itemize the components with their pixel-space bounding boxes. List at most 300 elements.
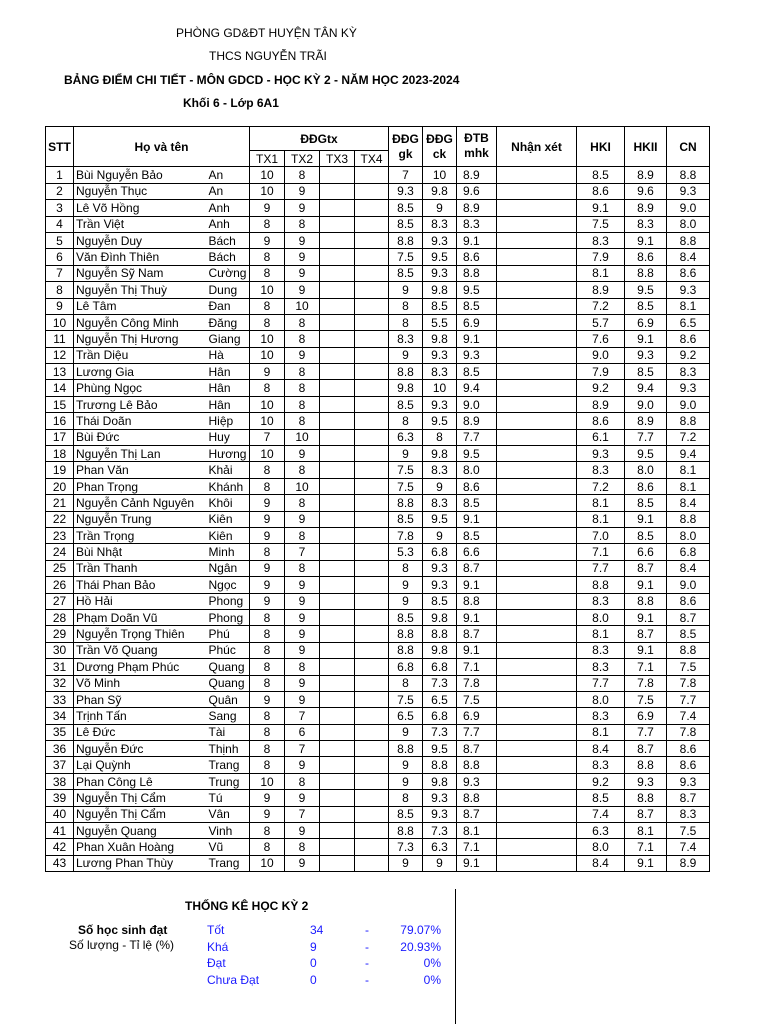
cell-tx1: 9 — [250, 364, 285, 380]
cell-last-middle-name: Bùi Nhật — [74, 544, 207, 560]
statistics-panel — [45, 889, 456, 1024]
table-row — [46, 380, 710, 396]
cell-ddg-gk: 8 — [389, 298, 423, 314]
cell-dtb-mhk: 9.1 — [457, 331, 497, 347]
header-ddg-gk-line2: gk — [398, 146, 413, 161]
table-row — [46, 724, 710, 740]
stats-count: 34 — [310, 923, 324, 937]
cell-tx3 — [320, 855, 355, 871]
header-ddg-ck — [423, 127, 457, 167]
cell-cn: 8.8 — [667, 232, 710, 248]
cell-ddg-gk: 8 — [389, 413, 423, 429]
cell-tx4 — [355, 462, 389, 478]
cell-tx2: 9 — [285, 823, 320, 839]
cell-cn: 8.0 — [667, 527, 710, 543]
cell-tx2: 7 — [285, 544, 320, 560]
cell-hki: 8.1 — [577, 511, 625, 527]
cell-tx2: 9 — [285, 282, 320, 298]
cell-stt: 29 — [46, 626, 74, 642]
cell-hki: 5.7 — [577, 314, 625, 330]
cell-ddg-ck: 6.8 — [423, 708, 457, 724]
grades-table — [45, 126, 710, 872]
cell-tx3 — [320, 806, 355, 822]
cell-tx2: 9 — [285, 675, 320, 691]
cell-hkii: 8.9 — [625, 413, 667, 429]
cell-first-name: Trang — [207, 855, 250, 871]
class-subtitle-text: Khối 6 - Lớp 6A1 — [183, 96, 279, 110]
cell-dtb-mhk: 9.6 — [457, 183, 497, 199]
cell-tx1: 8 — [250, 757, 285, 773]
cell-first-name: Ngọc — [207, 577, 250, 593]
cell-stt: 38 — [46, 773, 74, 789]
cell-hkii: 7.1 — [625, 839, 667, 855]
table-row — [46, 823, 710, 839]
cell-last-middle-name: Trần Thanh — [74, 560, 207, 576]
cell-tx4 — [355, 331, 389, 347]
cell-stt: 42 — [46, 839, 74, 855]
cell-stt: 41 — [46, 823, 74, 839]
cell-stt: 1 — [46, 167, 74, 183]
cell-ddg-ck: 8.5 — [423, 593, 457, 609]
header-ddgtx: ĐĐGtx — [250, 127, 389, 151]
cell-tx4 — [355, 396, 389, 412]
stats-count: 0 — [310, 956, 317, 970]
header-name: Họ và tên — [74, 127, 250, 167]
cell-first-name: Tú — [207, 790, 250, 806]
header-tx4: TX4 — [355, 151, 389, 167]
cell-tx2: 9 — [285, 757, 320, 773]
cell-tx3 — [320, 216, 355, 232]
cell-ddg-ck: 9.8 — [423, 773, 457, 789]
cell-last-middle-name: Lê Tâm — [74, 298, 207, 314]
table-row — [46, 347, 710, 363]
cell-cn: 8.6 — [667, 741, 710, 757]
table-row — [46, 413, 710, 429]
cell-ddg-gk: 9 — [389, 282, 423, 298]
cell-hki: 7.1 — [577, 544, 625, 560]
cell-dtb-mhk: 6.9 — [457, 314, 497, 330]
cell-tx1: 10 — [250, 396, 285, 412]
cell-stt: 17 — [46, 429, 74, 445]
cell-hki: 8.1 — [577, 724, 625, 740]
cell-cn: 8.6 — [667, 265, 710, 281]
cell-last-middle-name: Bùi Đức — [74, 429, 207, 445]
cell-hkii: 8.7 — [625, 560, 667, 576]
cell-tx1: 8 — [250, 642, 285, 658]
cell-hki: 8.0 — [577, 691, 625, 707]
table-row — [46, 265, 710, 281]
cell-tx4 — [355, 691, 389, 707]
cell-tx4 — [355, 495, 389, 511]
cell-tx2: 9 — [285, 511, 320, 527]
cell-ddg-gk: 7.5 — [389, 691, 423, 707]
cell-hkii: 9.1 — [625, 642, 667, 658]
cell-ddg-ck: 8.8 — [423, 757, 457, 773]
cell-tx4 — [355, 347, 389, 363]
cell-nhan-xet — [497, 757, 577, 773]
cell-last-middle-name: Phan Trọng — [74, 478, 207, 494]
cell-tx3 — [320, 298, 355, 314]
cell-tx1: 8 — [250, 265, 285, 281]
cell-hki: 8.5 — [577, 790, 625, 806]
cell-nhan-xet — [497, 347, 577, 363]
cell-tx2: 8 — [285, 413, 320, 429]
cell-ddg-gk: 9 — [389, 855, 423, 871]
cell-nhan-xet — [497, 298, 577, 314]
cell-tx2: 8 — [285, 462, 320, 478]
cell-first-name: Ngân — [207, 560, 250, 576]
cell-last-middle-name: Lê Võ Hồng — [74, 200, 207, 216]
cell-tx3 — [320, 757, 355, 773]
cell-last-middle-name: Nguyễn Thị Thuỳ — [74, 282, 207, 298]
header-stt: STT — [46, 127, 74, 167]
cell-ddg-ck: 9.3 — [423, 806, 457, 822]
cell-ddg-gk: 7.5 — [389, 462, 423, 478]
cell-hkii: 9.1 — [625, 855, 667, 871]
cell-tx1: 9 — [250, 232, 285, 248]
cell-tx1: 8 — [250, 314, 285, 330]
cell-ddg-gk: 8 — [389, 314, 423, 330]
cell-cn: 8.1 — [667, 462, 710, 478]
cell-tx4 — [355, 249, 389, 265]
stats-label-count: Số lượng - Tỉ lệ (%) — [69, 938, 175, 952]
cell-hkii: 8.7 — [625, 626, 667, 642]
cell-tx2: 8 — [285, 216, 320, 232]
table-row — [46, 708, 710, 724]
cell-first-name: Hà — [207, 347, 250, 363]
cell-cn: 7.5 — [667, 823, 710, 839]
cell-ddg-ck: 8.3 — [423, 495, 457, 511]
cell-hkii: 7.8 — [625, 675, 667, 691]
cell-last-middle-name: Phan Công Lê — [74, 773, 207, 789]
cell-hkii: 9.0 — [625, 396, 667, 412]
cell-nhan-xet — [497, 413, 577, 429]
cell-hkii: 8.9 — [625, 167, 667, 183]
stats-category-label: Khá — [207, 939, 229, 954]
cell-tx3 — [320, 232, 355, 248]
cell-nhan-xet — [497, 446, 577, 462]
cell-tx2: 10 — [285, 298, 320, 314]
cell-tx3 — [320, 462, 355, 478]
table-row — [46, 429, 710, 445]
cell-first-name: Vinh — [207, 823, 250, 839]
cell-nhan-xet — [497, 577, 577, 593]
cell-ddg-gk: 7.3 — [389, 839, 423, 855]
cell-last-middle-name: Nguyễn Sỹ Nam — [74, 265, 207, 281]
cell-dtb-mhk: 9.5 — [457, 446, 497, 462]
cell-tx1: 10 — [250, 347, 285, 363]
table-row — [46, 249, 710, 265]
table-row — [46, 462, 710, 478]
cell-hkii: 9.5 — [625, 446, 667, 462]
table-row — [46, 511, 710, 527]
cell-tx2: 8 — [285, 773, 320, 789]
cell-tx4 — [355, 855, 389, 871]
cell-nhan-xet — [497, 773, 577, 789]
cell-tx3 — [320, 790, 355, 806]
cell-ddg-gk: 7 — [389, 167, 423, 183]
cell-dtb-mhk: 6.9 — [457, 708, 497, 724]
cell-ddg-ck: 8.3 — [423, 216, 457, 232]
cell-first-name: Phong — [207, 609, 250, 625]
cell-tx4 — [355, 511, 389, 527]
cell-tx4 — [355, 413, 389, 429]
cell-hkii: 7.7 — [625, 724, 667, 740]
cell-ddg-gk: 9.3 — [389, 183, 423, 199]
cell-hki: 9.3 — [577, 446, 625, 462]
cell-last-middle-name: Nguyễn Công Minh — [74, 314, 207, 330]
cell-cn: 7.7 — [667, 691, 710, 707]
cell-nhan-xet — [497, 560, 577, 576]
stats-dash: - — [365, 923, 369, 937]
cell-dtb-mhk: 8.9 — [457, 200, 497, 216]
cell-first-name: Quang — [207, 659, 250, 675]
cell-tx4 — [355, 446, 389, 462]
table-row — [46, 609, 710, 625]
cell-dtb-mhk: 9.1 — [457, 855, 497, 871]
cell-tx2: 9 — [285, 249, 320, 265]
cell-first-name: Anh — [207, 200, 250, 216]
cell-ddg-ck: 9 — [423, 200, 457, 216]
cell-first-name: Tài — [207, 724, 250, 740]
cell-nhan-xet — [497, 380, 577, 396]
cell-first-name: Khánh — [207, 478, 250, 494]
cell-first-name: Khải — [207, 462, 250, 478]
cell-cn: 8.4 — [667, 560, 710, 576]
cell-tx4 — [355, 609, 389, 625]
cell-tx4 — [355, 675, 389, 691]
table-row — [46, 741, 710, 757]
cell-tx3 — [320, 380, 355, 396]
cell-tx2: 9 — [285, 347, 320, 363]
cell-tx2: 8 — [285, 839, 320, 855]
cell-first-name: Hương — [207, 446, 250, 462]
cell-stt: 25 — [46, 560, 74, 576]
cell-ddg-gk: 9 — [389, 577, 423, 593]
cell-tx1: 9 — [250, 790, 285, 806]
cell-cn: 7.4 — [667, 708, 710, 724]
table-row — [46, 855, 710, 871]
cell-nhan-xet — [497, 314, 577, 330]
cell-cn: 9.0 — [667, 577, 710, 593]
cell-tx2: 9 — [285, 577, 320, 593]
cell-ddg-ck: 9.3 — [423, 790, 457, 806]
cell-tx3 — [320, 347, 355, 363]
cell-tx2: 9 — [285, 642, 320, 658]
cell-nhan-xet — [497, 265, 577, 281]
cell-dtb-mhk: 9.1 — [457, 642, 497, 658]
cell-stt: 9 — [46, 298, 74, 314]
cell-last-middle-name: Thái Doãn — [74, 413, 207, 429]
cell-hkii: 8.1 — [625, 823, 667, 839]
cell-tx3 — [320, 511, 355, 527]
cell-tx1: 10 — [250, 446, 285, 462]
cell-first-name: Vân — [207, 806, 250, 822]
table-row — [46, 560, 710, 576]
header-dtb — [457, 127, 497, 167]
cell-tx2: 9 — [285, 855, 320, 871]
cell-ddg-ck: 8.3 — [423, 462, 457, 478]
cell-tx2: 6 — [285, 724, 320, 740]
cell-nhan-xet — [497, 527, 577, 543]
header-cn: CN — [667, 127, 710, 167]
cell-tx4 — [355, 724, 389, 740]
cell-hkii: 8.5 — [625, 527, 667, 543]
cell-nhan-xet — [497, 544, 577, 560]
stats-percent: 0% — [423, 956, 441, 970]
cell-ddg-gk: 7.8 — [389, 527, 423, 543]
cell-stt: 28 — [46, 609, 74, 625]
cell-first-name: Khôi — [207, 495, 250, 511]
cell-hkii: 6.9 — [625, 314, 667, 330]
cell-dtb-mhk: 8.8 — [457, 593, 497, 609]
cell-tx1: 10 — [250, 773, 285, 789]
cell-dtb-mhk: 7.1 — [457, 659, 497, 675]
cell-ddg-ck: 9 — [423, 527, 457, 543]
cell-first-name: Quân — [207, 691, 250, 707]
cell-ddg-ck: 9.5 — [423, 741, 457, 757]
cell-ddg-ck: 7.3 — [423, 823, 457, 839]
cell-hki: 7.7 — [577, 560, 625, 576]
cell-stt: 34 — [46, 708, 74, 724]
cell-stt: 27 — [46, 593, 74, 609]
cell-tx1: 8 — [250, 462, 285, 478]
cell-nhan-xet — [497, 478, 577, 494]
header-hkii: HKII — [625, 127, 667, 167]
cell-last-middle-name: Lương Gia — [74, 364, 207, 380]
cell-cn: 8.8 — [667, 642, 710, 658]
cell-last-middle-name: Võ Minh — [74, 675, 207, 691]
cell-stt: 30 — [46, 642, 74, 658]
cell-last-middle-name: Phan Xuân Hoàng — [74, 839, 207, 855]
table-row — [46, 773, 710, 789]
cell-last-middle-name: Nguyễn Thị Cẩm — [74, 790, 207, 806]
cell-ddg-ck: 10 — [423, 380, 457, 396]
cell-hkii: 8.6 — [625, 478, 667, 494]
table-row — [46, 675, 710, 691]
cell-first-name: Giang — [207, 331, 250, 347]
cell-tx1: 9 — [250, 560, 285, 576]
cell-hki: 9.0 — [577, 347, 625, 363]
cell-tx2: 8 — [285, 331, 320, 347]
cell-hki: 8.3 — [577, 642, 625, 658]
cell-dtb-mhk: 8.9 — [457, 413, 497, 429]
cell-hkii: 8.8 — [625, 790, 667, 806]
cell-dtb-mhk: 9.3 — [457, 773, 497, 789]
cell-tx1: 10 — [250, 855, 285, 871]
cell-tx1: 8 — [250, 741, 285, 757]
cell-stt: 32 — [46, 675, 74, 691]
cell-tx3 — [320, 183, 355, 199]
cell-tx3 — [320, 167, 355, 183]
cell-first-name: Vũ — [207, 839, 250, 855]
cell-cn: 8.8 — [667, 167, 710, 183]
cell-first-name: Bách — [207, 232, 250, 248]
cell-hkii: 9.3 — [625, 773, 667, 789]
cell-hkii: 8.8 — [625, 757, 667, 773]
cell-tx4 — [355, 806, 389, 822]
cell-cn: 8.6 — [667, 757, 710, 773]
cell-cn: 8.9 — [667, 855, 710, 871]
cell-last-middle-name: Nguyễn Thị Hương — [74, 331, 207, 347]
cell-stt: 19 — [46, 462, 74, 478]
cell-tx4 — [355, 298, 389, 314]
cell-hki: 8.6 — [577, 183, 625, 199]
cell-tx3 — [320, 609, 355, 625]
cell-hki: 8.3 — [577, 462, 625, 478]
stats-dash: - — [365, 956, 369, 970]
cell-last-middle-name: Hồ Hải — [74, 593, 207, 609]
cell-tx3 — [320, 265, 355, 281]
stats-dash: - — [365, 972, 369, 987]
stats-dash: - — [365, 939, 369, 954]
cell-tx4 — [355, 200, 389, 216]
cell-tx2: 9 — [285, 183, 320, 199]
cell-tx4 — [355, 773, 389, 789]
cell-hkii: 9.1 — [625, 331, 667, 347]
cell-ddg-ck: 9.3 — [423, 577, 457, 593]
cell-cn: 9.4 — [667, 446, 710, 462]
table-row — [46, 167, 710, 183]
cell-last-middle-name: Nguyễn Đức — [74, 741, 207, 757]
cell-tx2: 8 — [285, 659, 320, 675]
cell-tx3 — [320, 429, 355, 445]
cell-tx3 — [320, 823, 355, 839]
cell-cn: 6.8 — [667, 544, 710, 560]
cell-last-middle-name: Thái Phan Bảo — [74, 577, 207, 593]
cell-nhan-xet — [497, 790, 577, 806]
cell-nhan-xet — [497, 331, 577, 347]
cell-stt: 35 — [46, 724, 74, 740]
cell-ddg-gk: 7.5 — [389, 478, 423, 494]
stats-category-label: Chưa Đạt — [207, 972, 260, 987]
cell-nhan-xet — [497, 724, 577, 740]
cell-tx3 — [320, 478, 355, 494]
cell-tx2: 10 — [285, 429, 320, 445]
cell-nhan-xet — [497, 249, 577, 265]
cell-cn: 8.4 — [667, 495, 710, 511]
cell-cn: 8.7 — [667, 609, 710, 625]
grades-body — [46, 167, 710, 872]
cell-hkii: 8.8 — [625, 593, 667, 609]
table-row — [46, 757, 710, 773]
cell-nhan-xet — [497, 216, 577, 232]
cell-last-middle-name: Phạm Doãn Vũ — [74, 609, 207, 625]
cell-ddg-gk: 8.8 — [389, 823, 423, 839]
cell-tx4 — [355, 708, 389, 724]
header-ddg-gk — [389, 127, 423, 167]
cell-nhan-xet — [497, 691, 577, 707]
cell-hki: 8.3 — [577, 708, 625, 724]
cell-first-name: Anh — [207, 216, 250, 232]
cell-tx3 — [320, 724, 355, 740]
cell-hki: 8.4 — [577, 855, 625, 871]
cell-tx1: 8 — [250, 249, 285, 265]
cell-nhan-xet — [497, 462, 577, 478]
cell-hkii: 9.6 — [625, 183, 667, 199]
cell-ddg-gk: 8 — [389, 675, 423, 691]
cell-hki: 8.3 — [577, 232, 625, 248]
cell-last-middle-name: Trần Trọng — [74, 527, 207, 543]
cell-ddg-ck: 10 — [423, 167, 457, 183]
cell-ddg-gk: 9 — [389, 724, 423, 740]
table-row — [46, 478, 710, 494]
cell-tx2: 8 — [285, 527, 320, 543]
cell-dtb-mhk: 9.4 — [457, 380, 497, 396]
cell-tx3 — [320, 364, 355, 380]
cell-tx1: 8 — [250, 659, 285, 675]
cell-tx4 — [355, 790, 389, 806]
